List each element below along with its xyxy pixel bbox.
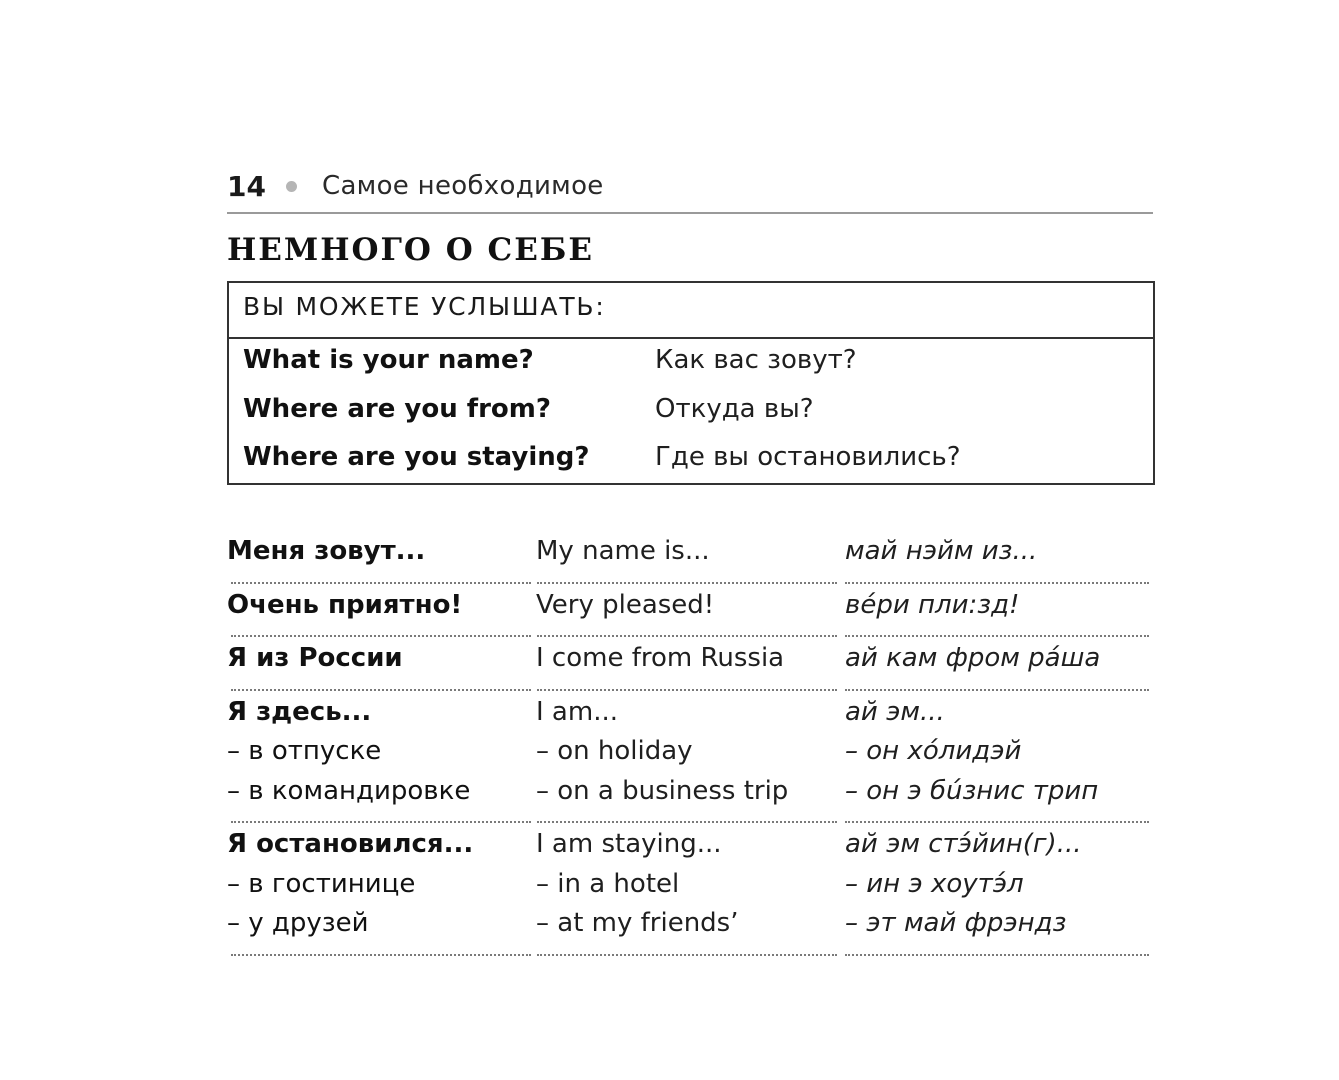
english-phrase: I am...: [536, 696, 618, 727]
english-phrase: – on holiday: [536, 736, 693, 766]
page-number: 14: [227, 170, 266, 203]
russian-phrase: Я остановился...: [227, 829, 474, 859]
you-may-hear-heading: ВЫ МОЖЕТЕ УСЛЫШАТЬ:: [243, 292, 606, 321]
phrase-line: [227, 776, 1153, 816]
transcription: ай кам фром рáша: [845, 643, 1101, 673]
russian-phrase: – у друзей: [227, 908, 369, 938]
phrase-group: [227, 584, 1153, 638]
english-phrase: – on a business trip: [536, 775, 789, 806]
page-header: [227, 168, 1153, 214]
hear-row: [229, 345, 1153, 385]
phrase-line: [227, 590, 1153, 630]
hear-english: Where are you from?: [243, 394, 551, 424]
hear-russian: Откуда вы?: [655, 394, 814, 424]
english-phrase: My name is...: [536, 536, 710, 566]
phrase-line: [227, 697, 1153, 737]
hear-russian: Как вас зовут?: [655, 345, 857, 375]
phrase-group: [227, 691, 1153, 824]
english-phrase: – in a hotel: [536, 868, 680, 899]
transcription: – ин э хоутэ́л: [845, 868, 1024, 899]
dotted-divider: [537, 954, 837, 956]
you-may-hear-box: [227, 281, 1155, 485]
russian-phrase: – в гостинице: [227, 868, 416, 899]
english-phrase: I am staying...: [536, 829, 722, 859]
phrase-table: [227, 530, 1153, 956]
english-phrase: I come from Russia: [536, 643, 785, 673]
transcription: ай эм...: [845, 696, 945, 727]
chapter-title: Самое необходимое: [322, 171, 604, 201]
russian-phrase: Я из России: [227, 643, 403, 673]
dotted-divider: [231, 954, 531, 956]
hear-english: What is your name?: [243, 345, 534, 375]
phrase-line: [227, 908, 1153, 948]
russian-phrase: Меня зовут...: [227, 536, 426, 566]
phrase-group: [227, 823, 1153, 956]
box-divider: [229, 337, 1153, 339]
transcription: – он хóлидэй: [845, 736, 1022, 766]
hear-row: [229, 442, 1153, 482]
hear-row: [229, 394, 1153, 434]
english-phrase: Very pleased!: [536, 589, 715, 620]
transcription: вéри пли:зд!: [845, 589, 1020, 620]
phrase-group: [227, 637, 1153, 691]
hear-russian: Где вы остановились?: [655, 442, 961, 472]
phrase-line: [227, 643, 1153, 683]
transcription: май нэйм из...: [845, 536, 1038, 566]
phrase-line: [227, 736, 1153, 776]
transcription: – он э бúзнис трип: [845, 775, 1099, 806]
transcription: – эт май фрэндз: [845, 908, 1067, 938]
russian-phrase: – в отпуске: [227, 736, 382, 766]
russian-phrase: Очень приятно!: [227, 589, 463, 620]
phrase-line: [227, 829, 1153, 869]
english-phrase: – at my friends’: [536, 908, 739, 938]
russian-phrase: Я здесь...: [227, 696, 372, 727]
phrase-group: [227, 530, 1153, 584]
hear-english: Where are you staying?: [243, 442, 590, 472]
transcription: ай эм стэ́йин(г)...: [845, 829, 1082, 859]
dotted-divider: [845, 954, 1149, 956]
phrase-line: [227, 536, 1153, 576]
bullet-icon: [286, 181, 297, 192]
russian-phrase: – в командировке: [227, 775, 471, 806]
phrase-line: [227, 869, 1153, 909]
section-title: НЕМНОГО О СЕБЕ: [227, 232, 594, 268]
